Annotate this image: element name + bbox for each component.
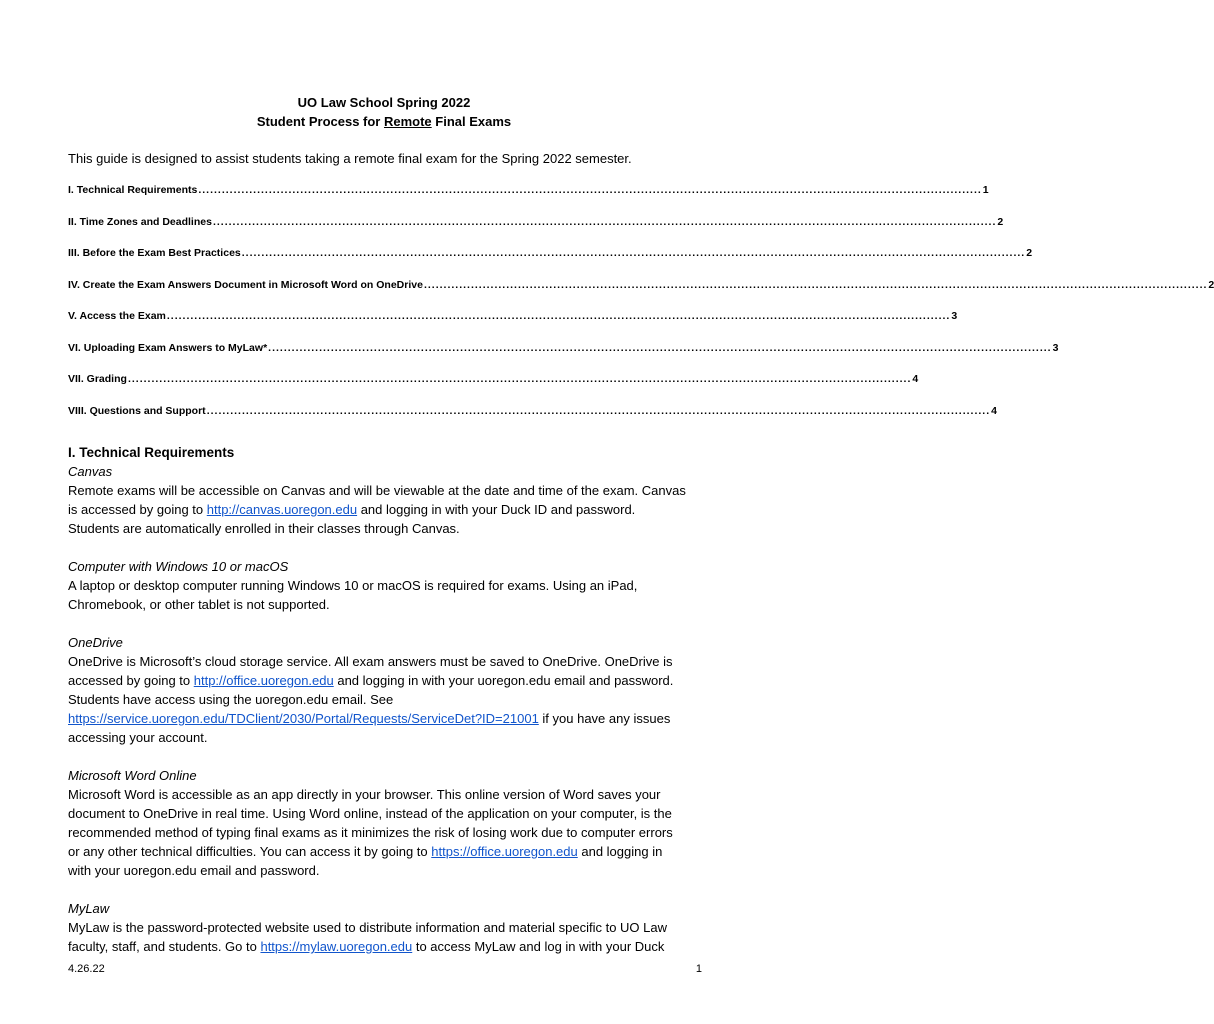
word-line: with your uoregon.edu email and password. <box>68 863 320 878</box>
toc-leader: ........................................................................................................................................................................................................ <box>212 215 997 228</box>
toc-label: III. Before the Exam Best Practices <box>68 247 241 259</box>
spacer <box>68 614 718 633</box>
onedrive-line <box>68 671 718 690</box>
toc-label: VIII. Questions and Support <box>68 404 206 417</box>
computer-line: A laptop or desktop computer running Windows 10 or macOS is required for exams. Using an iPad, <box>68 578 638 593</box>
word-line: document to OneDrive in real time. Using Word online, instead of the application on your computer, is the <box>68 806 672 821</box>
toc-entry[interactable] <box>68 404 997 437</box>
word-line: Microsoft Word is accessible as an app directly in your browser. This online version of Word saves your <box>68 787 661 802</box>
toc-leader: ........................................................................................................................................................................................................ <box>198 184 982 196</box>
subheading-computer: Computer with Windows 10 or macOS <box>68 559 289 574</box>
toc-leader: ........................................................................................................................................................................................................ <box>206 404 991 417</box>
toc-entry[interactable] <box>68 373 919 405</box>
office-link[interactable]: http://office.uoregon.edu <box>193 673 334 688</box>
subtitle-underlined: Remote <box>383 114 432 129</box>
document-title: UO Law School Spring 2022 <box>297 95 471 110</box>
toc-leader: ........................................................................................................................................................................................................ <box>268 341 1052 354</box>
word-line: recommended method of typing final exams as it minimizes the risk of losing work due to computer errors <box>68 825 673 840</box>
toc-entry[interactable] <box>68 184 989 216</box>
computer-line: Chromebook, or other tablet is not supported. <box>68 597 330 612</box>
text-run: and logging in with your uoregon.edu email and password. <box>333 673 674 688</box>
canvas-line <box>68 500 718 519</box>
toc-leader: ........................................................................................................................................................................................................ <box>127 373 912 385</box>
toc-entry[interactable] <box>68 215 1004 248</box>
toc-page: 3 <box>1052 341 1059 354</box>
toc-page: 2 <box>1208 278 1214 291</box>
intro-paragraph: This guide is designed to assist students taking a remote final exam for the Spring 2022 semester. <box>68 151 632 166</box>
canvas-link[interactable]: http://canvas.uoregon.edu <box>206 502 358 517</box>
text-run: or any other technical difficulties. You can access it by going to <box>68 844 432 859</box>
text-run: accessed by going to <box>68 673 194 688</box>
toc-label: VII. Grading <box>68 373 127 385</box>
text-run: is accessed by going to <box>68 502 207 517</box>
toc-page: 1 <box>982 184 989 196</box>
onedrive-line: accessing your account. <box>68 730 208 745</box>
onedrive-line <box>68 709 718 728</box>
toc-page: 3 <box>951 310 958 322</box>
canvas-line: Students are automatically enrolled in their classes through Canvas. <box>68 521 460 536</box>
spacer <box>68 538 718 557</box>
toc-entry[interactable] <box>68 341 1059 374</box>
toc-leader: ........................................................................................................................................................................................................ <box>166 310 951 322</box>
toc-leader: ........................................................................................................................................................................................................ <box>241 247 1026 259</box>
subheading-canvas: Canvas <box>68 464 113 479</box>
toc-label: IV. Create the Exam Answers Document in Microsoft Word on OneDrive <box>68 278 423 291</box>
toc-label: II. Time Zones and Deadlines <box>68 215 212 228</box>
service-link[interactable]: https://service.uoregon.edu/TDClient/2030/Portal/Requests/ServiceDet?ID=21001 <box>68 711 539 726</box>
section-heading: I. Technical Requirements <box>68 445 235 460</box>
toc-page: 2 <box>997 215 1004 228</box>
word-line <box>68 842 718 861</box>
toc-entry[interactable] <box>68 310 958 342</box>
subtitle-post: Final Exams <box>431 114 512 129</box>
spacer <box>68 747 718 766</box>
table-of-contents <box>68 184 1214 436</box>
toc-label: V. Access the Exam <box>68 310 166 322</box>
text-run: if you have any issues <box>538 711 671 726</box>
toc-leader: ........................................................................................................................................................................................................ <box>423 278 1208 291</box>
toc-page: 4 <box>912 373 919 385</box>
office-https-link[interactable]: https://office.uoregon.edu <box>431 844 578 859</box>
text-run: faculty, staff, and students. Go to <box>68 939 261 954</box>
toc-label: I. Technical Requirements <box>68 184 198 196</box>
footer-date: 4.26.22 <box>68 963 105 975</box>
toc-entry[interactable] <box>68 247 1033 279</box>
onedrive-line: OneDrive is Microsoft’s cloud storage service. All exam answers must be saved to OneDrive. OneDrive is <box>68 654 673 669</box>
onedrive-line: Students have access using the uoregon.edu email. See <box>68 692 394 707</box>
text-run: and logging in <box>577 844 663 859</box>
toc-entry[interactable] <box>68 278 1214 311</box>
canvas-line: Remote exams will be accessible on Canvas and will be viewable at the date and time of the exam. Canvas <box>68 483 686 498</box>
subheading-onedrive: OneDrive <box>68 635 123 650</box>
subtitle-pre: Student Process for <box>256 114 384 129</box>
subheading-word-online: Microsoft Word Online <box>68 768 197 783</box>
mylaw-link[interactable]: https://mylaw.uoregon.edu <box>260 939 413 954</box>
mylaw-line <box>68 937 718 956</box>
mylaw-line: MyLaw is the password-protected website used to distribute information and material specific to UO Law <box>68 920 668 935</box>
toc-label: VI. Uploading Exam Answers to MyLaw* <box>68 341 268 354</box>
text-run: and logging in with your Duck ID and password. <box>357 502 636 517</box>
toc-page: 2 <box>1026 247 1033 259</box>
footer-page-number: 1 <box>695 963 702 975</box>
text-run: to access MyLaw and log in with your Duck <box>412 939 665 954</box>
document-subtitle <box>0 114 768 129</box>
spacer <box>68 880 718 899</box>
subheading-mylaw: MyLaw <box>68 901 110 916</box>
section-technical-requirements <box>68 443 718 956</box>
toc-page: 4 <box>991 404 997 417</box>
